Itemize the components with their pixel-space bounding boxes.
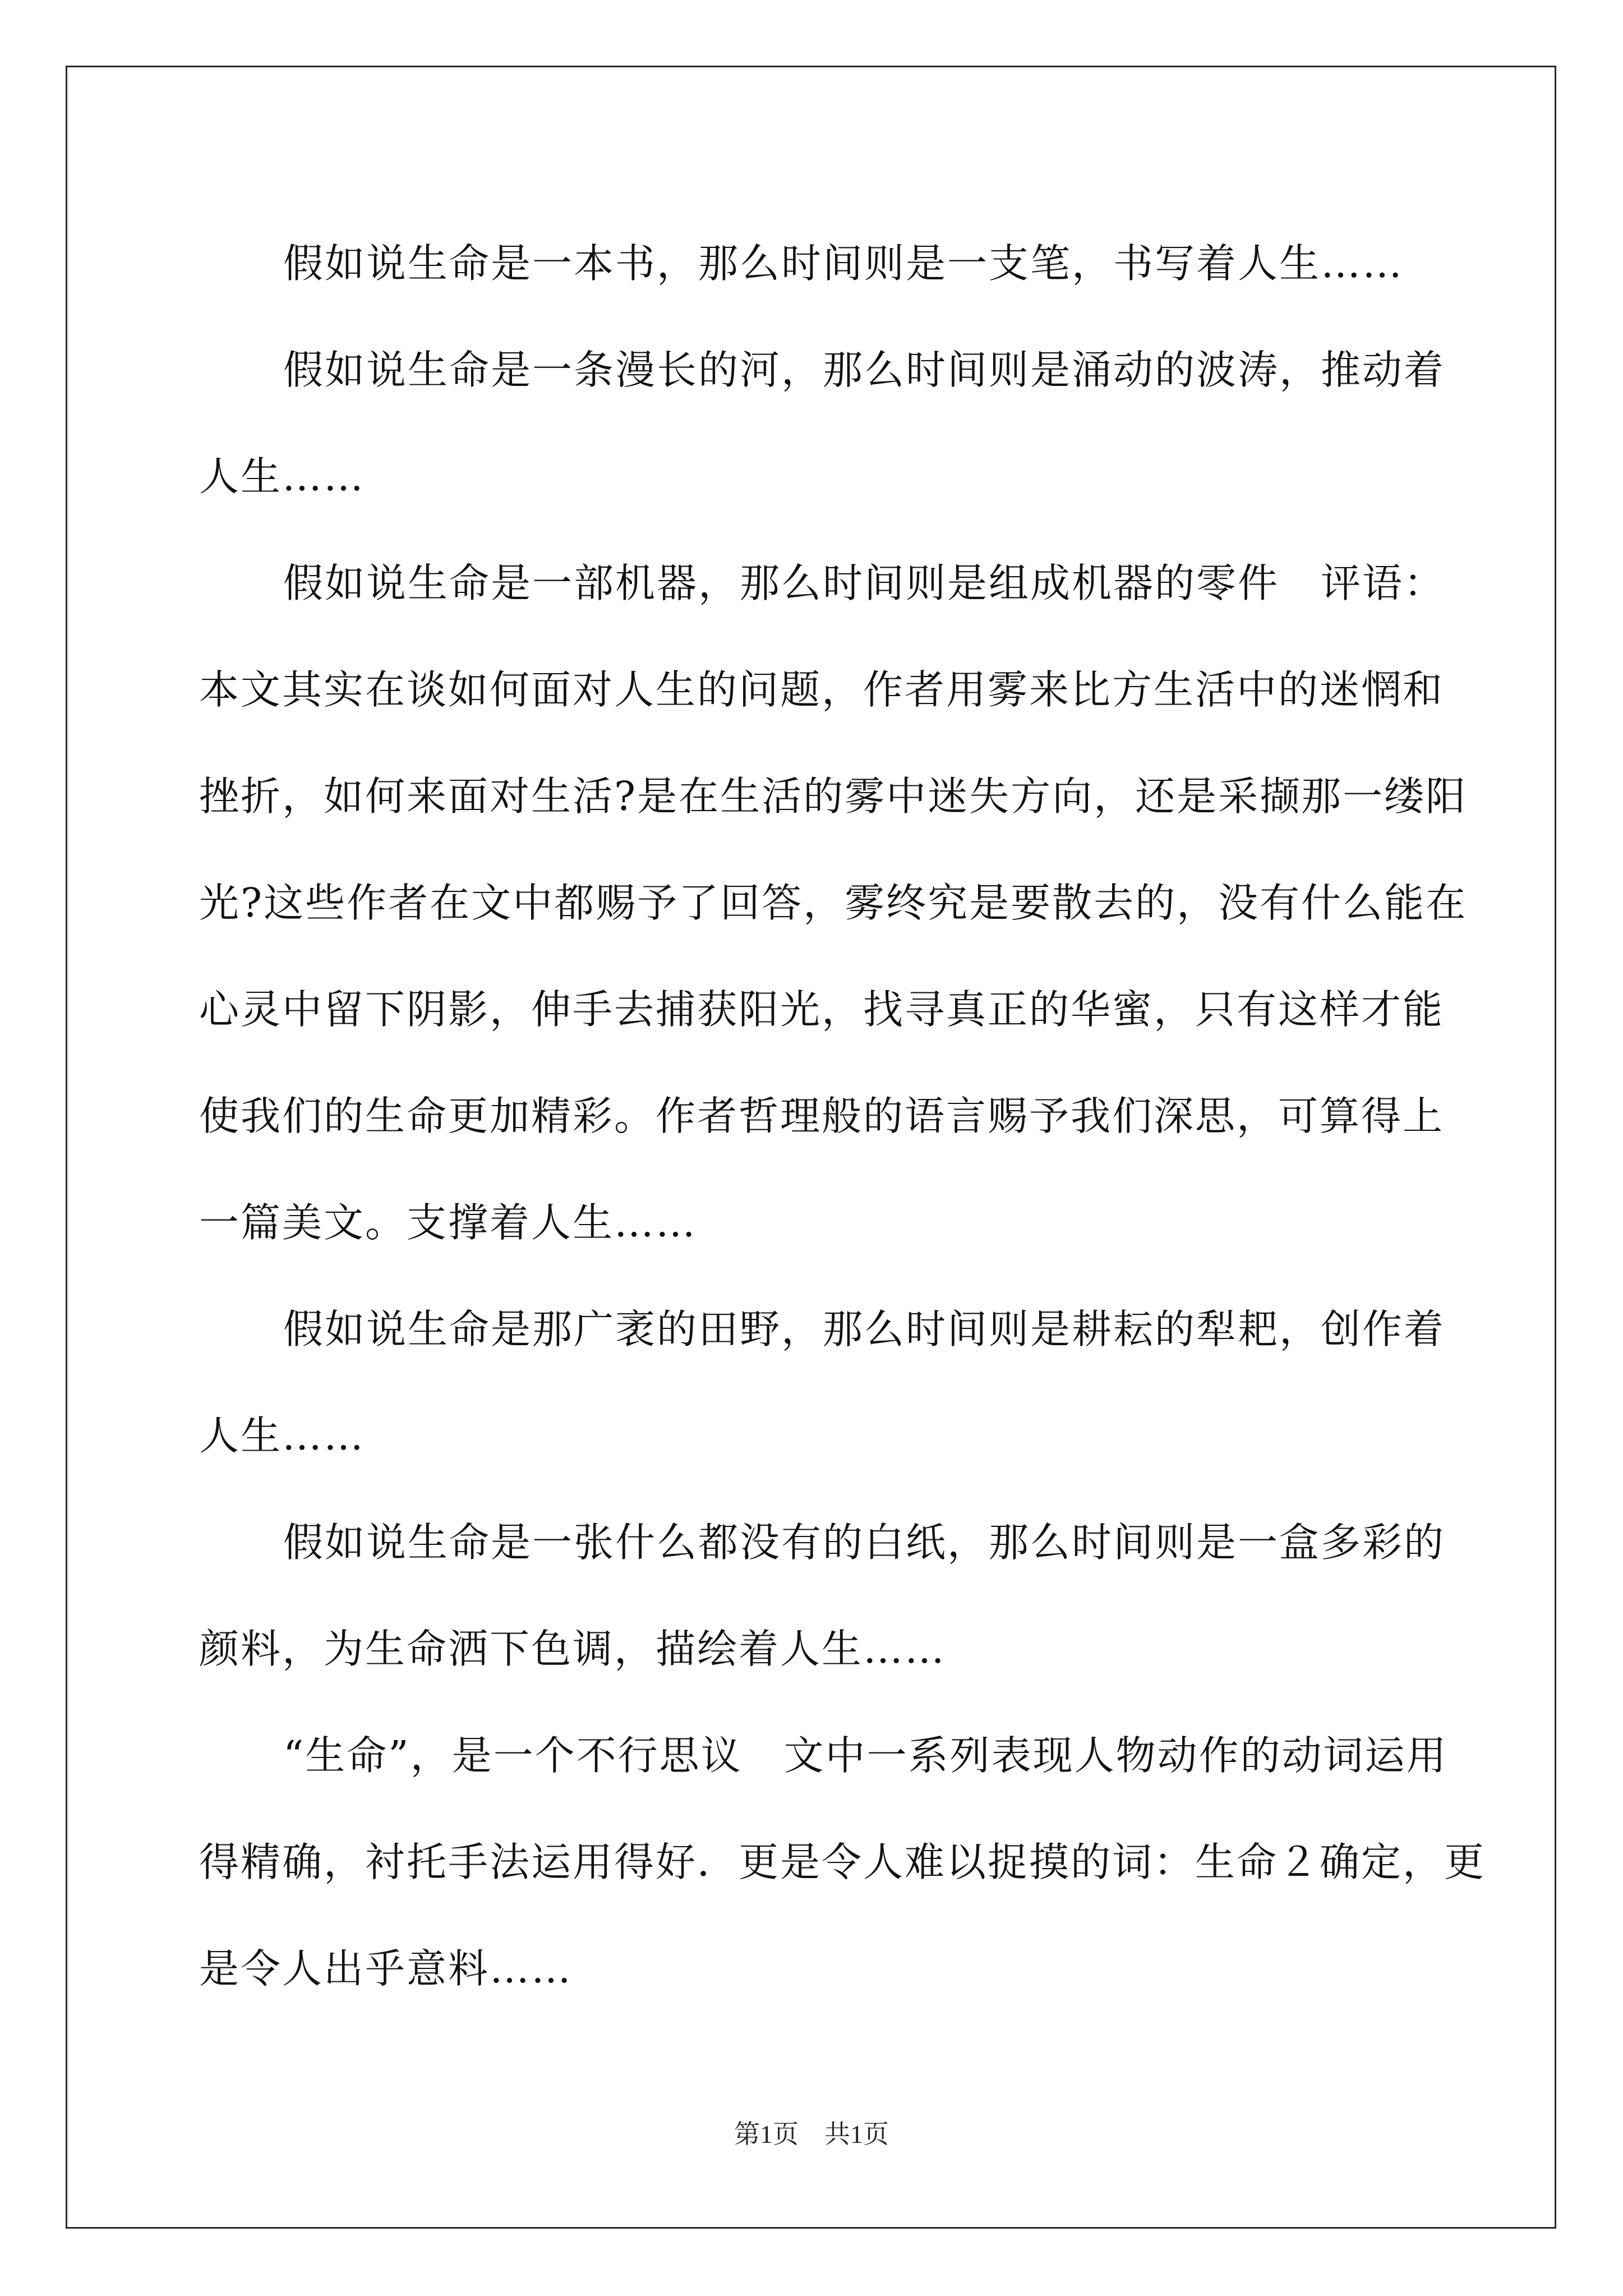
text-line: 颜料，为生命洒下色调，描绘着人生…… [199,1626,947,1672]
paragraph-6 [199,1703,1486,2022]
page-footer: 第1页 共1页 [734,2120,889,2148]
paragraph-4 [199,1276,1446,1489]
text-line: “生命”，是一个不行思议 文中一系列表现人物动作的动词运用 [283,1732,1448,1779]
text-line: 使我们的生命更加精彩。作者哲理般的语言赐予我们深思，可算得上 [199,1093,1445,1139]
text-line: 假如说生命是一部机器，那么时间则是组成机器的零件 评语： [283,560,1446,606]
text-line: 人生…… [199,453,366,500]
text-line: 假如说生命是一条漫长的河，那么时间则是涌动的波涛，推动着 [283,347,1446,393]
paragraph-5 [199,1489,1446,1703]
text-line: 是令人出乎意料…… [199,1945,573,1992]
text-line: 假如说生命是一张什么都没有的白纸，那么时间则是一盒多彩的 [283,1519,1446,1566]
text-line: 光?这些作者在文中都赐予了回答，雾终究是要散去的，没有什么能在 [199,880,1468,926]
text-line: 挫折，如何来面对生活?是在生活的雾中迷失方向，还是采撷那一缕阳 [199,773,1468,820]
text-line: 一篇美文。支撑着人生…… [199,1199,698,1246]
paragraph-3 [199,530,1468,1276]
paragraph-1 [199,210,1433,317]
text-line: 人生…… [199,1412,366,1459]
text-line: 本文其实在谈如何面对人生的问题，作者用雾来比方生活中的迷惘和 [199,666,1445,713]
text-line: 假如说生命是一本书，那么时间则是一支笔，书写着人生…… [283,240,1404,287]
text-line: 心灵中留下阴影，伸手去捕获阳光，找寻真正的华蜜，只有这样才能 [199,986,1445,1033]
paragraph-2 [199,317,1446,530]
document-body [199,210,1486,2022]
text-line: 假如说生命是那广袤的田野，那么时间则是耕耘的犁耙，创作着 [283,1306,1446,1352]
text-line: 得精确，衬托手法运用得好．更是令人难以捉摸的词：生命２确定，更 [199,1839,1486,1885]
